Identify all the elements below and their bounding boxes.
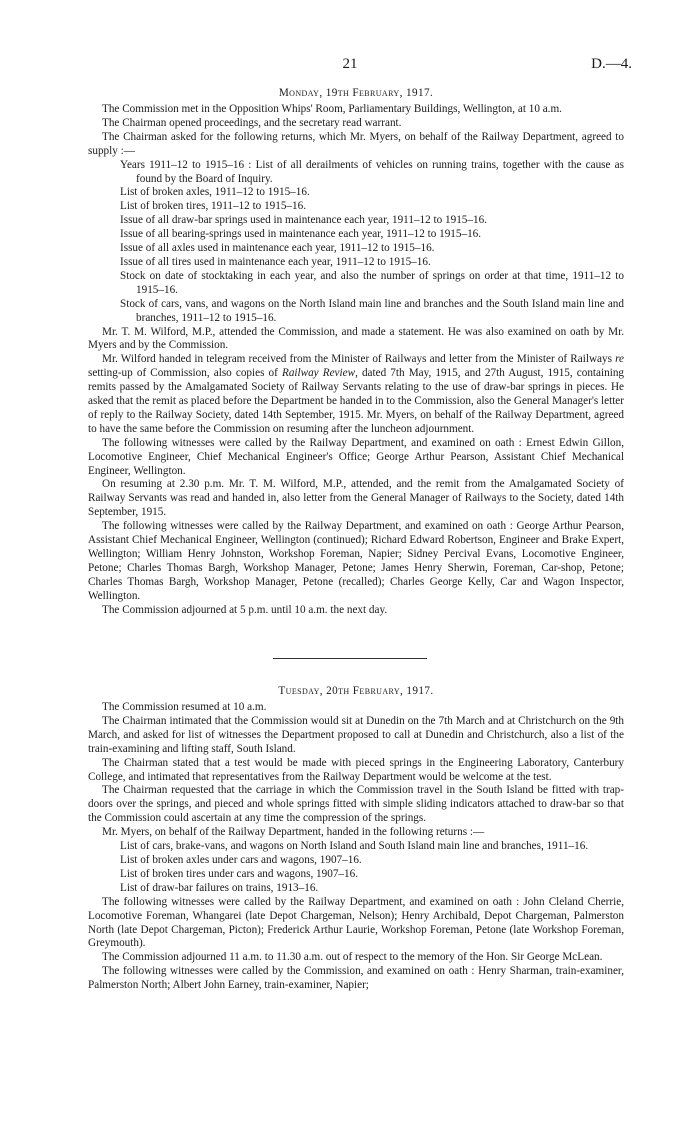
paragraph: The Commission resumed at 10 a.m. (102, 701, 267, 713)
paragraph: The Chairman stated that a test would be made with pieced springs in the Engineering Laboratory, Canterbury College, and intimated that representatives from the Railway Department would be welcome at the test. (88, 756, 624, 783)
paragraph: The Chairman asked for the following returns, which Mr. Myers, on behalf of the Railway Department, agreed to supply :— (88, 130, 624, 157)
return-item: Stock on date of stocktaking in each year, and also the number of springs on order at that time, 1911–12 to 1915–16. (120, 269, 624, 296)
paragraph: The following witnesses were called by the Railway Department, and examined on oath : Ernest Edwin Gillon, Locomotive Engineer, Chief Mechanical Engineer's Office; George Arthur Pearson, Assistant Chief Mechanical Engineer, Wellington. (88, 436, 624, 477)
paragraph: Mr. Myers, on behalf of the Railway Department, handed in the following returns :— (102, 826, 485, 839)
return-item: Issue of all bearing-springs used in maintenance each year, 1911–12 to 1915–16. (120, 228, 482, 241)
return-item: Issue of all draw-bar springs used in maintenance each year, 1911–12 to 1915–16. (120, 214, 487, 227)
section-date: Monday, 19th February, 1917. (278, 87, 434, 99)
paragraph: The following witnesses were called by the Railway Department, and examined on oath : John Cleland Cherrie, Locomotive Foreman, Whangarei (late Depot Chargeman, Nelson); Henry Archibald, Depot Chargeman, Palmerston North (late Depot Chargeman, Picton); Frederick Arthur Laurie, Workshop Foreman, Petone (late Workshop Foreman, Greymouth). (88, 895, 624, 950)
paragraph: Mr. T. M. Wilford, M.P., attended the Commission, and made a statement. He was also examined on oath by Mr. Myers and by the Commission. (88, 325, 624, 352)
return-item: List of broken axles under cars and wagons, 1907–16. (120, 853, 362, 866)
paragraph-telegram: Mr. Wilford handed in telegram received from the Minister of Railways and letter from the Minister of Railways re setting-up of Commission, also copies of Railway Review, dated 7th May, 1915, and 27th August, 1915, containing remits passed by the Amalgamated Society of Railway Servants relating to the use of draw-bar springs in pieces. He asked that the remit as placed before the Department be handed in to the Commission, also the General Manager's letter of reply to the Railway Society, dated 14th September, 1915. Mr. Myers, on behalf of the Railway Department, agreed to have the same before the Commission on resuming after the luncheon adjournment. (88, 353, 625, 435)
section-tuesday (88, 684, 624, 993)
section-monday (88, 86, 624, 618)
paragraph: The Commission adjourned at 5 p.m. until 10 a.m. the next day. (102, 603, 388, 616)
paragraph: The Chairman intimated that the Commission would sit at Dunedin on the 7th March and at Christchurch on the 9th March, and asked for list of witnesses the Department proposed to call at Dunedin and Christchurch, also a list of the train-examining and lifting staff, South Island. (88, 714, 624, 755)
return-item: Years 1911–12 to 1915–16 : List of all derailments of vehicles on running trains, together with the cause as found by the Board of Inquiry. (120, 158, 624, 185)
return-item: List of cars, brake-vans, and wagons on North Island and South Island main line and branches, 1911–16. (120, 840, 589, 853)
paragraph: The following witnesses were called by the Commission, and examined on oath : Henry Sharman, train-examiner, Palmerston North; Albert John Earney, train-examiner, Napier; (88, 965, 624, 992)
section-divider (273, 658, 427, 659)
return-item: List of draw-bar failures on trains, 1913–16. (120, 881, 319, 894)
return-item: Issue of all axles used in maintenance each year, 1911–12 to 1915–16. (120, 242, 435, 255)
return-item: List of broken axles, 1911–12 to 1915–16. (120, 186, 310, 199)
section-date: Tuesday, 20th February, 1917. (278, 685, 434, 697)
return-item: List of broken tires under cars and wagons, 1907–16. (120, 867, 358, 880)
paragraph: The Chairman requested that the carriage in which the Commission travel in the South Island be fitted with trap-doors over the springs, and pieced and whole springs fitted with simple sliding indicators attached to draw-bar so that the Commission could ascertain at any time the compression of the springs. (88, 784, 624, 825)
paragraph: On resuming at 2.30 p.m. Mr. T. M. Wilford, M.P., attended, and the remit from the Amalgamated Society of Railway Servants was read and handed in, also letter from the General Manager of Railways to the Society, dated 14th September, 1915. (88, 478, 624, 519)
return-item: Stock of cars, vans, and wagons on the North Island main line and branches and the South Island main line and branches, 1911–12 to 1915–16. (120, 297, 624, 324)
document-reference: D.—4. (591, 56, 632, 72)
paragraph: The Chairman opened proceedings, and the secretary read warrant. (102, 116, 402, 129)
return-item: List of broken tires, 1911–12 to 1915–16. (120, 200, 307, 213)
paragraph: The following witnesses were called by the Railway Department, and examined on oath : George Arthur Pearson, Assistant Chief Mechanical Engineer, Wellington (continued); Richard Edward Robertson, Engineer and Brake Expert, Wellington; William Henry Johnston, Workshop Foreman, Napier; Sidney Percival Evans, Locomotive Engineer, Petone; Charles Thomas Bargh, Workshop Manager, Petone; James Henry Sherwin, Foreman, Car-shop, Petone; Charles Thomas Bargh, Workshop Manager, Petone (recalled); Charles George Kelly, Car and Wagon Inspector, Wellington. (88, 520, 624, 602)
paragraph: The Commission adjourned 11 a.m. to 11.30 a.m. out of respect to the memory of the Hon. Sir George McLean. (102, 951, 603, 964)
page-number: 21 (342, 56, 358, 72)
paragraph: The Commission met in the Opposition Whips' Room, Parliamentary Buildings, Wellington, at 10 a.m. (102, 103, 562, 115)
return-item: Issue of all tires used in maintenance each year, 1911–12 to 1915–16. (120, 255, 431, 268)
